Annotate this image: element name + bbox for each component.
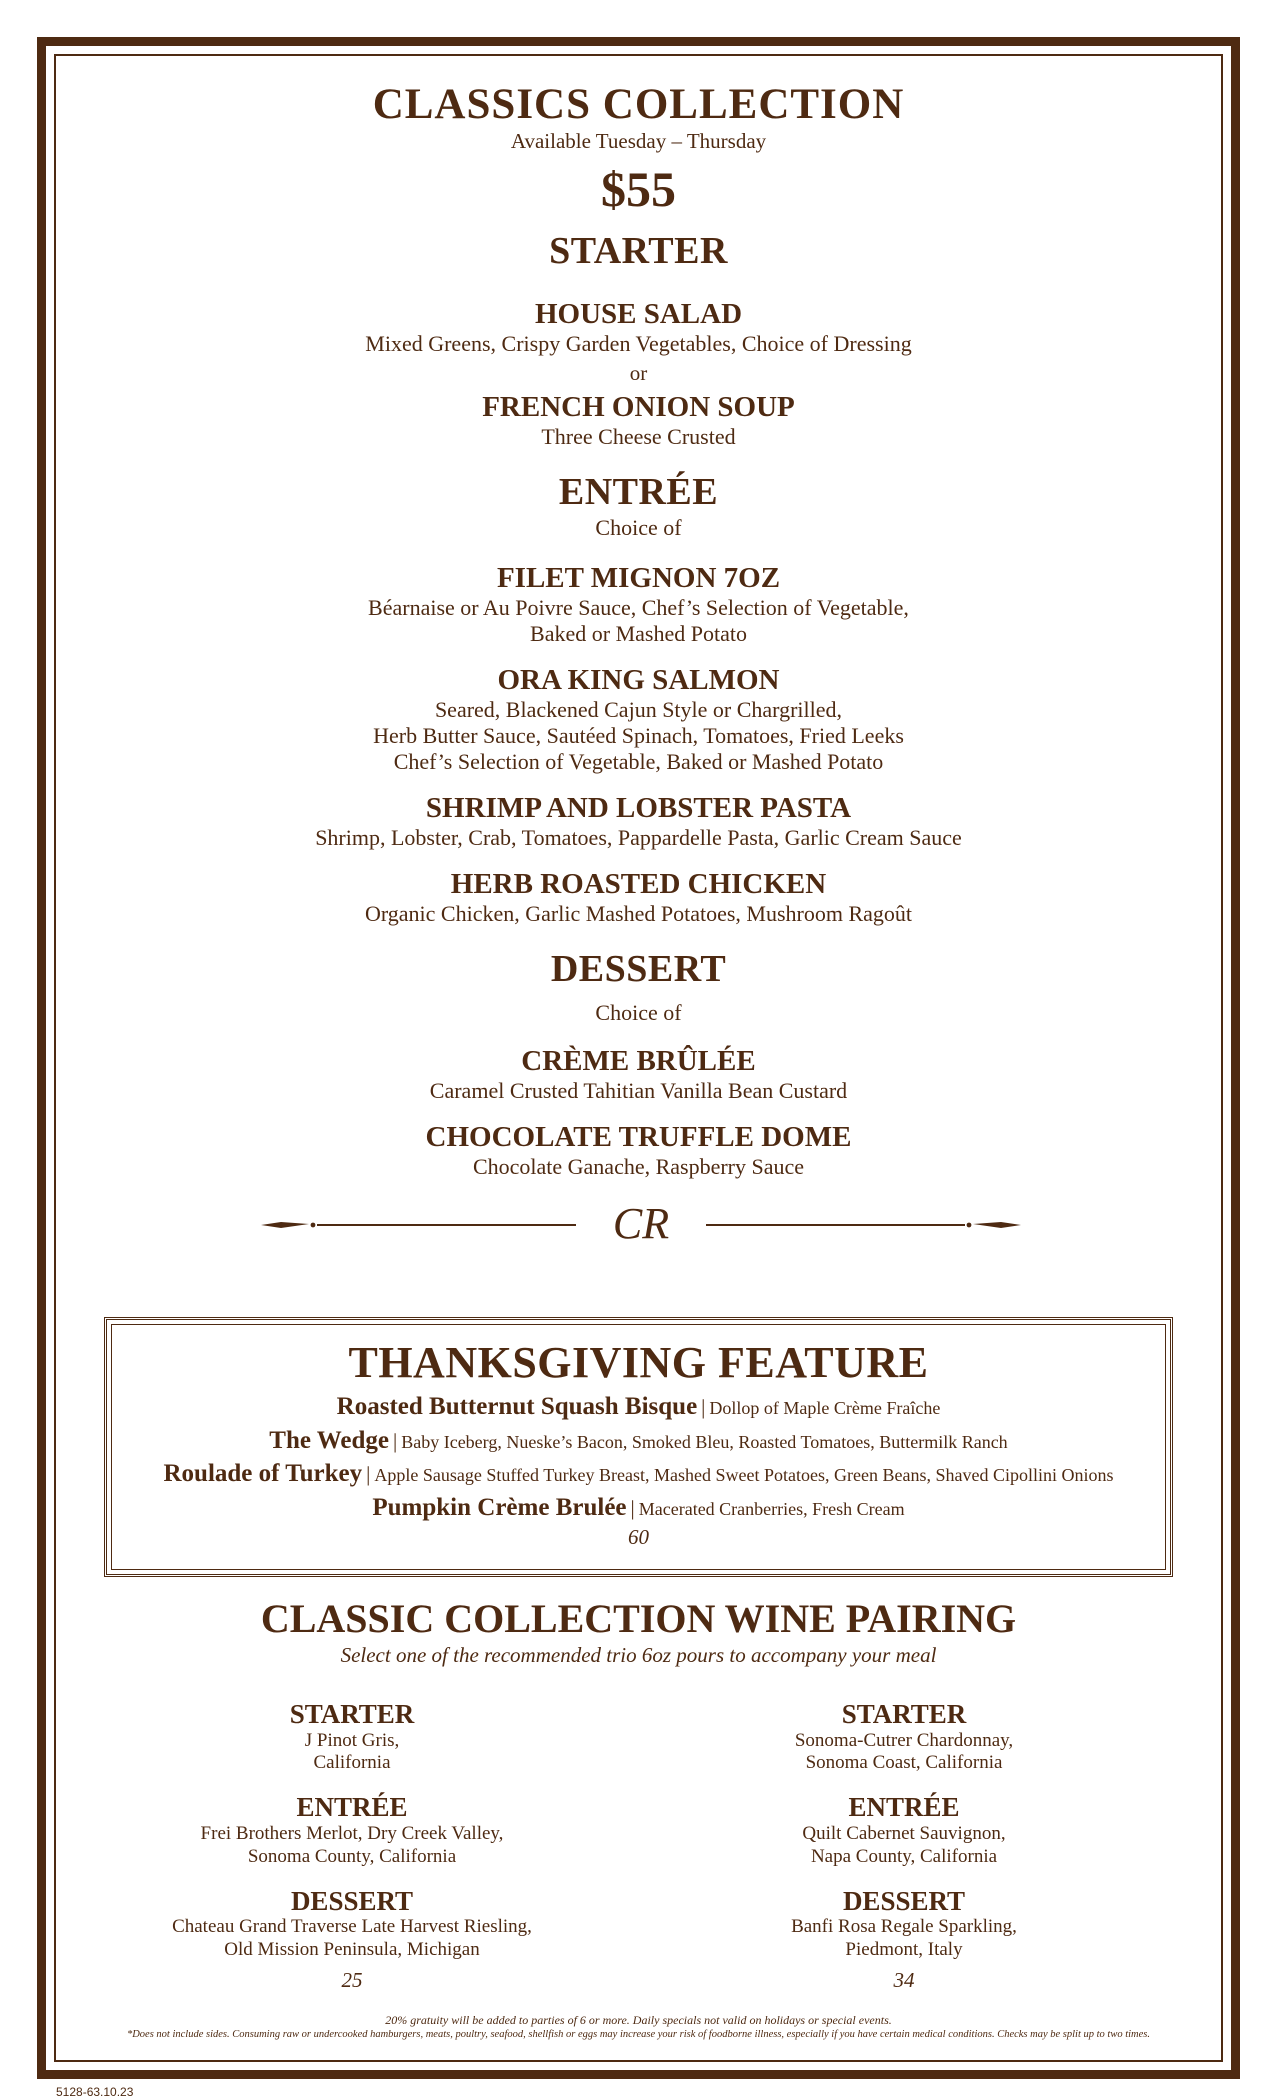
feature-separator: | <box>630 1495 635 1520</box>
filet-mignon-name: FILET MIGNON 7OZ <box>496 562 781 595</box>
wine-entree-desc <box>122 1823 582 1869</box>
ora-king-salmon-desc-line-2: Herb Butter Sauce, Sautéed Spinach, Tomatoes, Fried Leeks <box>373 723 904 749</box>
or-text: or <box>629 360 648 385</box>
wine-line: Sonoma County, California <box>247 1845 457 1867</box>
menu-title: CLASSICS COLLECTION <box>372 81 905 128</box>
feature-item-turkey <box>112 1460 1165 1488</box>
thanksgiving-feature-box <box>104 1317 1173 1577</box>
wine-starter-desc <box>122 1730 582 1776</box>
wine-line: California <box>313 1752 391 1774</box>
menu-content <box>56 56 1221 1248</box>
wine-line: Quilt Cabernet Sauvignon, <box>802 1822 1006 1844</box>
wine-dessert-desc <box>122 1916 582 1962</box>
house-salad-desc: Mixed Greens, Crispy Garden Vegetables, Choice of Dressing <box>365 330 912 356</box>
herb-roasted-chicken-name: HERB ROASTED CHICKEN <box>450 867 827 900</box>
wine-line: Piedmont, Italy <box>845 1939 963 1961</box>
feature-item-name: Roasted Butternut Squash Bisque <box>336 1393 698 1421</box>
feature-separator: | <box>393 1428 398 1453</box>
french-onion-soup-desc: Three Cheese Crusted <box>541 423 736 449</box>
wine-trio-left <box>122 1700 582 1993</box>
chocolate-truffle-dome-name: CHOCOLATE TRUFFLE DOME <box>425 1121 852 1154</box>
ora-king-salmon-desc-line-3: Chef’s Selection of Vegetable, Baked or Mashed Potato <box>393 749 884 775</box>
wine-dessert-heading: DESSERT <box>290 1885 414 1916</box>
wine-starter-desc <box>674 1730 1134 1776</box>
wine-pairing-title: CLASSIC COLLECTION WINE PAIRING <box>260 1596 1017 1641</box>
starter-heading: STARTER <box>549 230 728 273</box>
wine-line: Napa County, California <box>810 1845 998 1867</box>
dessert-choice-of: Choice of <box>595 1000 682 1026</box>
wine-dessert-heading: DESSERT <box>842 1885 966 1916</box>
entree-heading: ENTRÉE <box>558 470 719 513</box>
wine-line: Sonoma Coast, California <box>805 1752 1003 1774</box>
creme-brulee-desc: Caramel Crusted Tahitian Vanilla Bean Custard <box>429 1078 848 1104</box>
wine-starter-heading: STARTER <box>841 1699 967 1729</box>
wine-entree-heading: ENTRÉE <box>296 1792 408 1823</box>
wine-line: Sonoma-Cutrer Chardonnay, <box>794 1729 1014 1751</box>
wine-line: Frei Brothers Merlot, Dry Creek Valley, <box>200 1822 504 1844</box>
feature-item-name: The Wedge <box>269 1426 389 1454</box>
wine-pairing-subtitle: Select one of the recommended trio 6oz pours to accompany your meal <box>340 1643 937 1667</box>
availability-text: Available Tuesday – Thursday <box>510 129 767 154</box>
thanksgiving-feature-title: THANKSGIVING FEATURE <box>348 1338 929 1387</box>
wine-entree-desc <box>674 1823 1134 1869</box>
filet-mignon-desc-line-1: Béarnaise or Au Poivre Sauce, Chef’s Selection of Vegetable, <box>368 595 909 621</box>
feature-item-desc: Macerated Cranberries, Fresh Cream <box>638 1498 905 1519</box>
wine-trio-right <box>674 1700 1134 1993</box>
menu-price: $55 <box>601 161 676 218</box>
ornamental-divider <box>56 1198 1221 1248</box>
house-salad-name: HOUSE SALAD <box>534 297 743 330</box>
filet-mignon-desc-line-2: Baked or Mashed Potato <box>530 621 747 647</box>
chocolate-truffle-dome-desc: Chocolate Ganache, Raspberry Sauce <box>472 1154 805 1180</box>
feature-separator: | <box>701 1395 706 1420</box>
feature-item-desc: Dollop of Maple Crème Fraîche <box>709 1398 941 1419</box>
french-onion-soup-name: FRENCH ONION SOUP <box>482 390 795 423</box>
wine-trio-price: 34 <box>893 1967 915 1992</box>
wine-entree-heading: ENTRÉE <box>848 1792 960 1823</box>
flourish-divider-icon <box>261 1198 1021 1248</box>
dessert-heading: DESSERT <box>550 947 727 990</box>
wine-line: Banfi Rosa Regale Sparkling, <box>791 1916 1017 1938</box>
feature-item-desc: Baby Iceberg, Nueske’s Bacon, Smoked Bleu, Roasted Tomatoes, Buttermilk Ranch <box>401 1431 1008 1452</box>
feature-price: 60 <box>628 1525 649 1550</box>
feature-item-desc: Apple Sausage Stuffed Turkey Breast, Mashed Sweet Potatoes, Green Beans, Shaved Cipollini Onions <box>374 1465 1114 1486</box>
wine-line: Chateau Grand Traverse Late Harvest Riesling, <box>172 1916 532 1938</box>
gratuity-note: 20% gratuity will be added to parties of 6 or more. Daily specials not valid on holidays or special events. <box>385 2013 892 2027</box>
wine-dessert-desc <box>674 1916 1134 1962</box>
feature-item-name: Pumpkin Crème Brulée <box>372 1493 627 1521</box>
wine-line: J Pinot Gris, <box>304 1729 400 1751</box>
wine-starter-heading: STARTER <box>289 1699 415 1729</box>
herb-roasted-chicken-desc: Organic Chicken, Garlic Mashed Potatoes, Mushroom Ragoût <box>364 900 913 926</box>
feature-separator: | <box>366 1462 371 1487</box>
entree-choice-of: Choice of <box>595 515 682 541</box>
feature-item-wedge <box>112 1427 1165 1455</box>
shrimp-lobster-pasta-name: SHRIMP AND LOBSTER PASTA <box>425 791 852 824</box>
monogram-text: CR <box>612 1199 670 1249</box>
creme-brulee-name: CRÈME BRÛLÉE <box>521 1045 756 1078</box>
ora-king-salmon-name: ORA KING SALMON <box>497 664 780 697</box>
feature-item-bisque <box>112 1393 1165 1421</box>
wine-trio-price: 25 <box>341 1967 363 1992</box>
thanksgiving-feature-inner <box>111 1324 1166 1570</box>
ora-king-salmon-desc-line-1: Seared, Blackened Cajun Style or Chargrilled, <box>434 697 843 723</box>
food-safety-disclaimer: *Does not include sides. Consuming raw or undercooked hamburgers, meats, poultry, seafood, shellfish or eggs may increase your risk of foodborne illness, especially if you have certain medical conditions. Checks may be split up to two times. <box>126 2029 1151 2040</box>
feature-item-pumpkin <box>112 1494 1165 1522</box>
wine-line: Old Mission Peninsula, Michigan <box>224 1939 480 1961</box>
shrimp-lobster-pasta-desc: Shrimp, Lobster, Crab, Tomatoes, Pappardelle Pasta, Garlic Cream Sauce <box>315 824 962 850</box>
feature-item-name: Roulade of Turkey <box>163 1460 363 1488</box>
menu-code: 5128-63.10.23 <box>56 2085 134 2099</box>
